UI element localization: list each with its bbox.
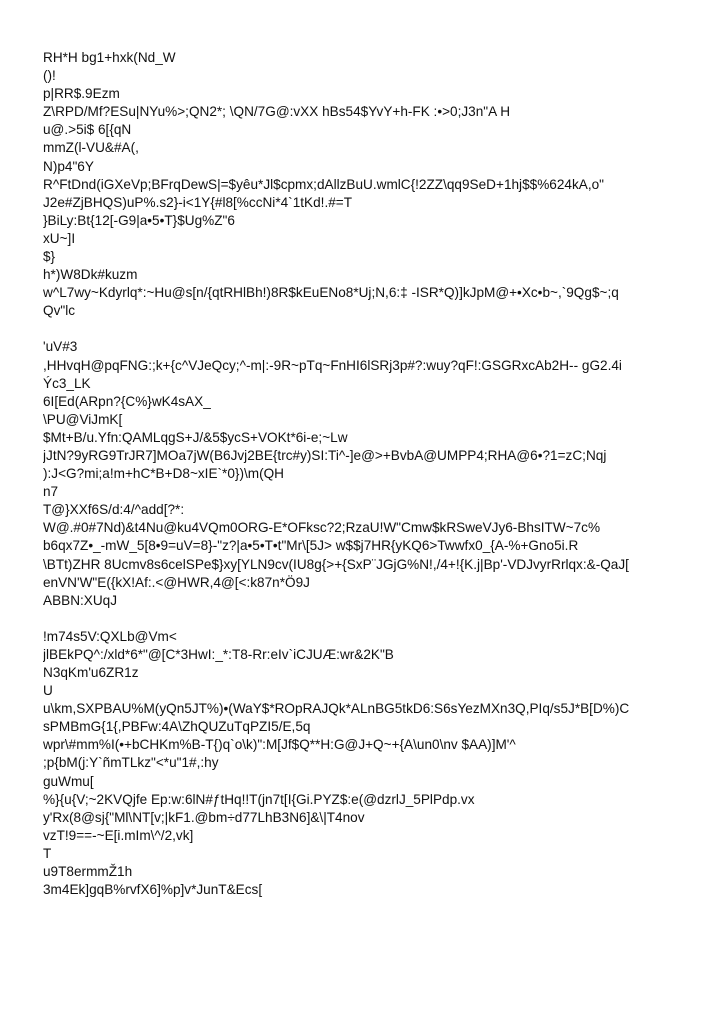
text-line: $Mt+B/u.Yfn:QAMLqgS+J/&5$ycS+VOKt*6i-e;~Lw	[43, 429, 348, 445]
text-line: %}{u{V;~2KVQjfe Ep:w:6lN#ƒtHq!!T(jn7t[I{Gi.PYZ$:e(@dzrlJ_5PlPdp.vx	[43, 791, 475, 807]
text-line: u@.>5i$ 6[{qN	[43, 122, 132, 138]
text-line: ,HHvqH@pqFNG:;k+{c^VJeQcy;^-m|:-9R~pTq~FnHI6lSRj3p#?:wuy?qF!:GSGRxcAb2H-- gG2.4i	[43, 357, 622, 373]
text-line: jJtN?9yRG9TrJR7]MOa7jW(B6Jvj2BE{trc#y)SI:Ti^-]e@>+BvbA@UMPP4;RHA@6•?1=zC;Nqj	[43, 447, 607, 463]
text-line: ABBN:XUqJ	[43, 592, 118, 608]
text-line: T@}XXf6S/d:4/^add[?*:	[43, 502, 185, 518]
text-line: ()!	[43, 68, 56, 84]
text-line: w^L7wy~Kdyrlq*:~Hu@s[n/{qtRHlBh!)8R$kEuENo8*Uj;N,6:‡ -ISR*Q)]kJpM@+•Xc•b~,`9Qg$~;q	[43, 285, 619, 301]
text-line: RH*H bg1+hxk(Nd_W	[43, 50, 176, 65]
text-line: W@.#0#7Nd)&t4Nu@ku4VQm0ORG-E*OFksc?2;RzaU!W"Cmw$kRSweVJy6-BhsITW~7c%	[43, 520, 601, 536]
text-line: N)p4"6Y	[43, 158, 94, 174]
text-line: \BTt)ZHR 8Ucmv8s6celSPe$}xy[YLN9cv(IU8g{>+{SxP¨JGjG%N!,/4+!{K.j|Bp'-VDJvyrRrlqx:&-QaJ[	[43, 556, 629, 572]
text-line: u9T8ermmŽ1h	[43, 864, 133, 880]
text-line: 3m4Ek]gqB%rvfX6]%p]v*JunT&Ecs[	[43, 882, 263, 898]
text-line: J2e#ZjBHQS)uP%.s2}-i<1Y{#l8[%ccNi*4`1tKd!.#=T	[43, 194, 353, 210]
text-line: wpr\#mm%I(•+bCHKm%B-T{)q`o\k)":M[Jf$Q**H:G@J+Q~+{A\un0\nv $AA)]M'^	[43, 737, 516, 753]
text-line: R^FtDnd(iGXeVp;BFrqDewS|=$yêu*Jl$cpmx;dAllzBuU.wmlC{!2ZZ\qq9SeD+1hj$$%624kA,o"	[43, 176, 604, 192]
text-line: xU~]I	[43, 230, 76, 246]
text-block-3	[43, 628, 694, 899]
text-line: guWmu[	[43, 773, 94, 789]
text-block-2	[43, 338, 694, 609]
text-line: jlBEkPQ^:/xld*6*"@[C*3HwI:_*:T8-Rr:eIv`iCJUÆ:wr&2K"B	[43, 646, 394, 662]
text-line: 'uV#3	[43, 339, 78, 355]
text-line: 6I[Ed(ARpn?{C%}wK4sAX_	[43, 393, 211, 409]
text-line: n7	[43, 484, 59, 500]
text-line: ):J<G?mi;a!m+hC*B+D8~xIE`*0})\m(QH	[43, 466, 284, 482]
text-line: vzT!9==-~E[i.mIm\^/2,vk]	[43, 827, 194, 843]
text-line: mmZ(l-VU&#A(,	[43, 140, 139, 156]
text-line: Qv"lc	[43, 303, 76, 319]
text-line: U	[43, 683, 53, 699]
text-line: u\km,SXPBAU%M(yQn5JT%)•(WaY$*ROpRAJQk*ALnBG5tkD6:S6sYezMXn3Q,PIq/s5J*B[D%)C	[43, 701, 630, 717]
text-line: p|RR$.9Ezm	[43, 86, 120, 102]
text-line: $}	[43, 249, 56, 265]
text-line: N3qKm'u6ZR1z	[43, 665, 139, 680]
text-line: }BiLy:Bt{12[-G9|a•5•T}$Ug%Z"6	[43, 212, 235, 228]
text-line: !m74s5V:QXLb@Vm<	[43, 628, 177, 644]
text-block-1	[43, 49, 694, 320]
text-line: h*)W8Dk#kuzm	[43, 267, 138, 283]
text-line: b6qx7Z•_-mW_5[8•9=uV=8}-"z?|a•5•T•t"Mr\[5J> w$$j7HR{yKQ6>Twwfx0_{A-%+Gno5i.R	[43, 538, 579, 554]
text-line: sPMBmG{1{,PBFw:4A\ZhQUZuTqPZI5/E,5q	[43, 719, 311, 735]
text-line: ;p{bM(j:Y`ñmTLkz"<*u"1#,:hy	[43, 755, 219, 771]
text-line: enVN'W"E({kX!Af:.<@HWR,4@[<:k87n*Ö9J	[43, 574, 310, 590]
text-line: \PU@ViJmK[	[43, 411, 123, 427]
text-line: y'Rx(8@sj{"Ml\NT[v;|kF1.@bm÷d77LhB3N6]&\|T4nov	[43, 809, 365, 825]
text-line: Z\RPD/Mf?ESu|NYu%>;QN2*; \QN/7G@:vXX hBs54$YvY+h-FK :•>0;J3n"A H	[43, 104, 511, 120]
text-line: T	[43, 845, 52, 861]
text-line: Ýc3_LK	[43, 375, 91, 391]
